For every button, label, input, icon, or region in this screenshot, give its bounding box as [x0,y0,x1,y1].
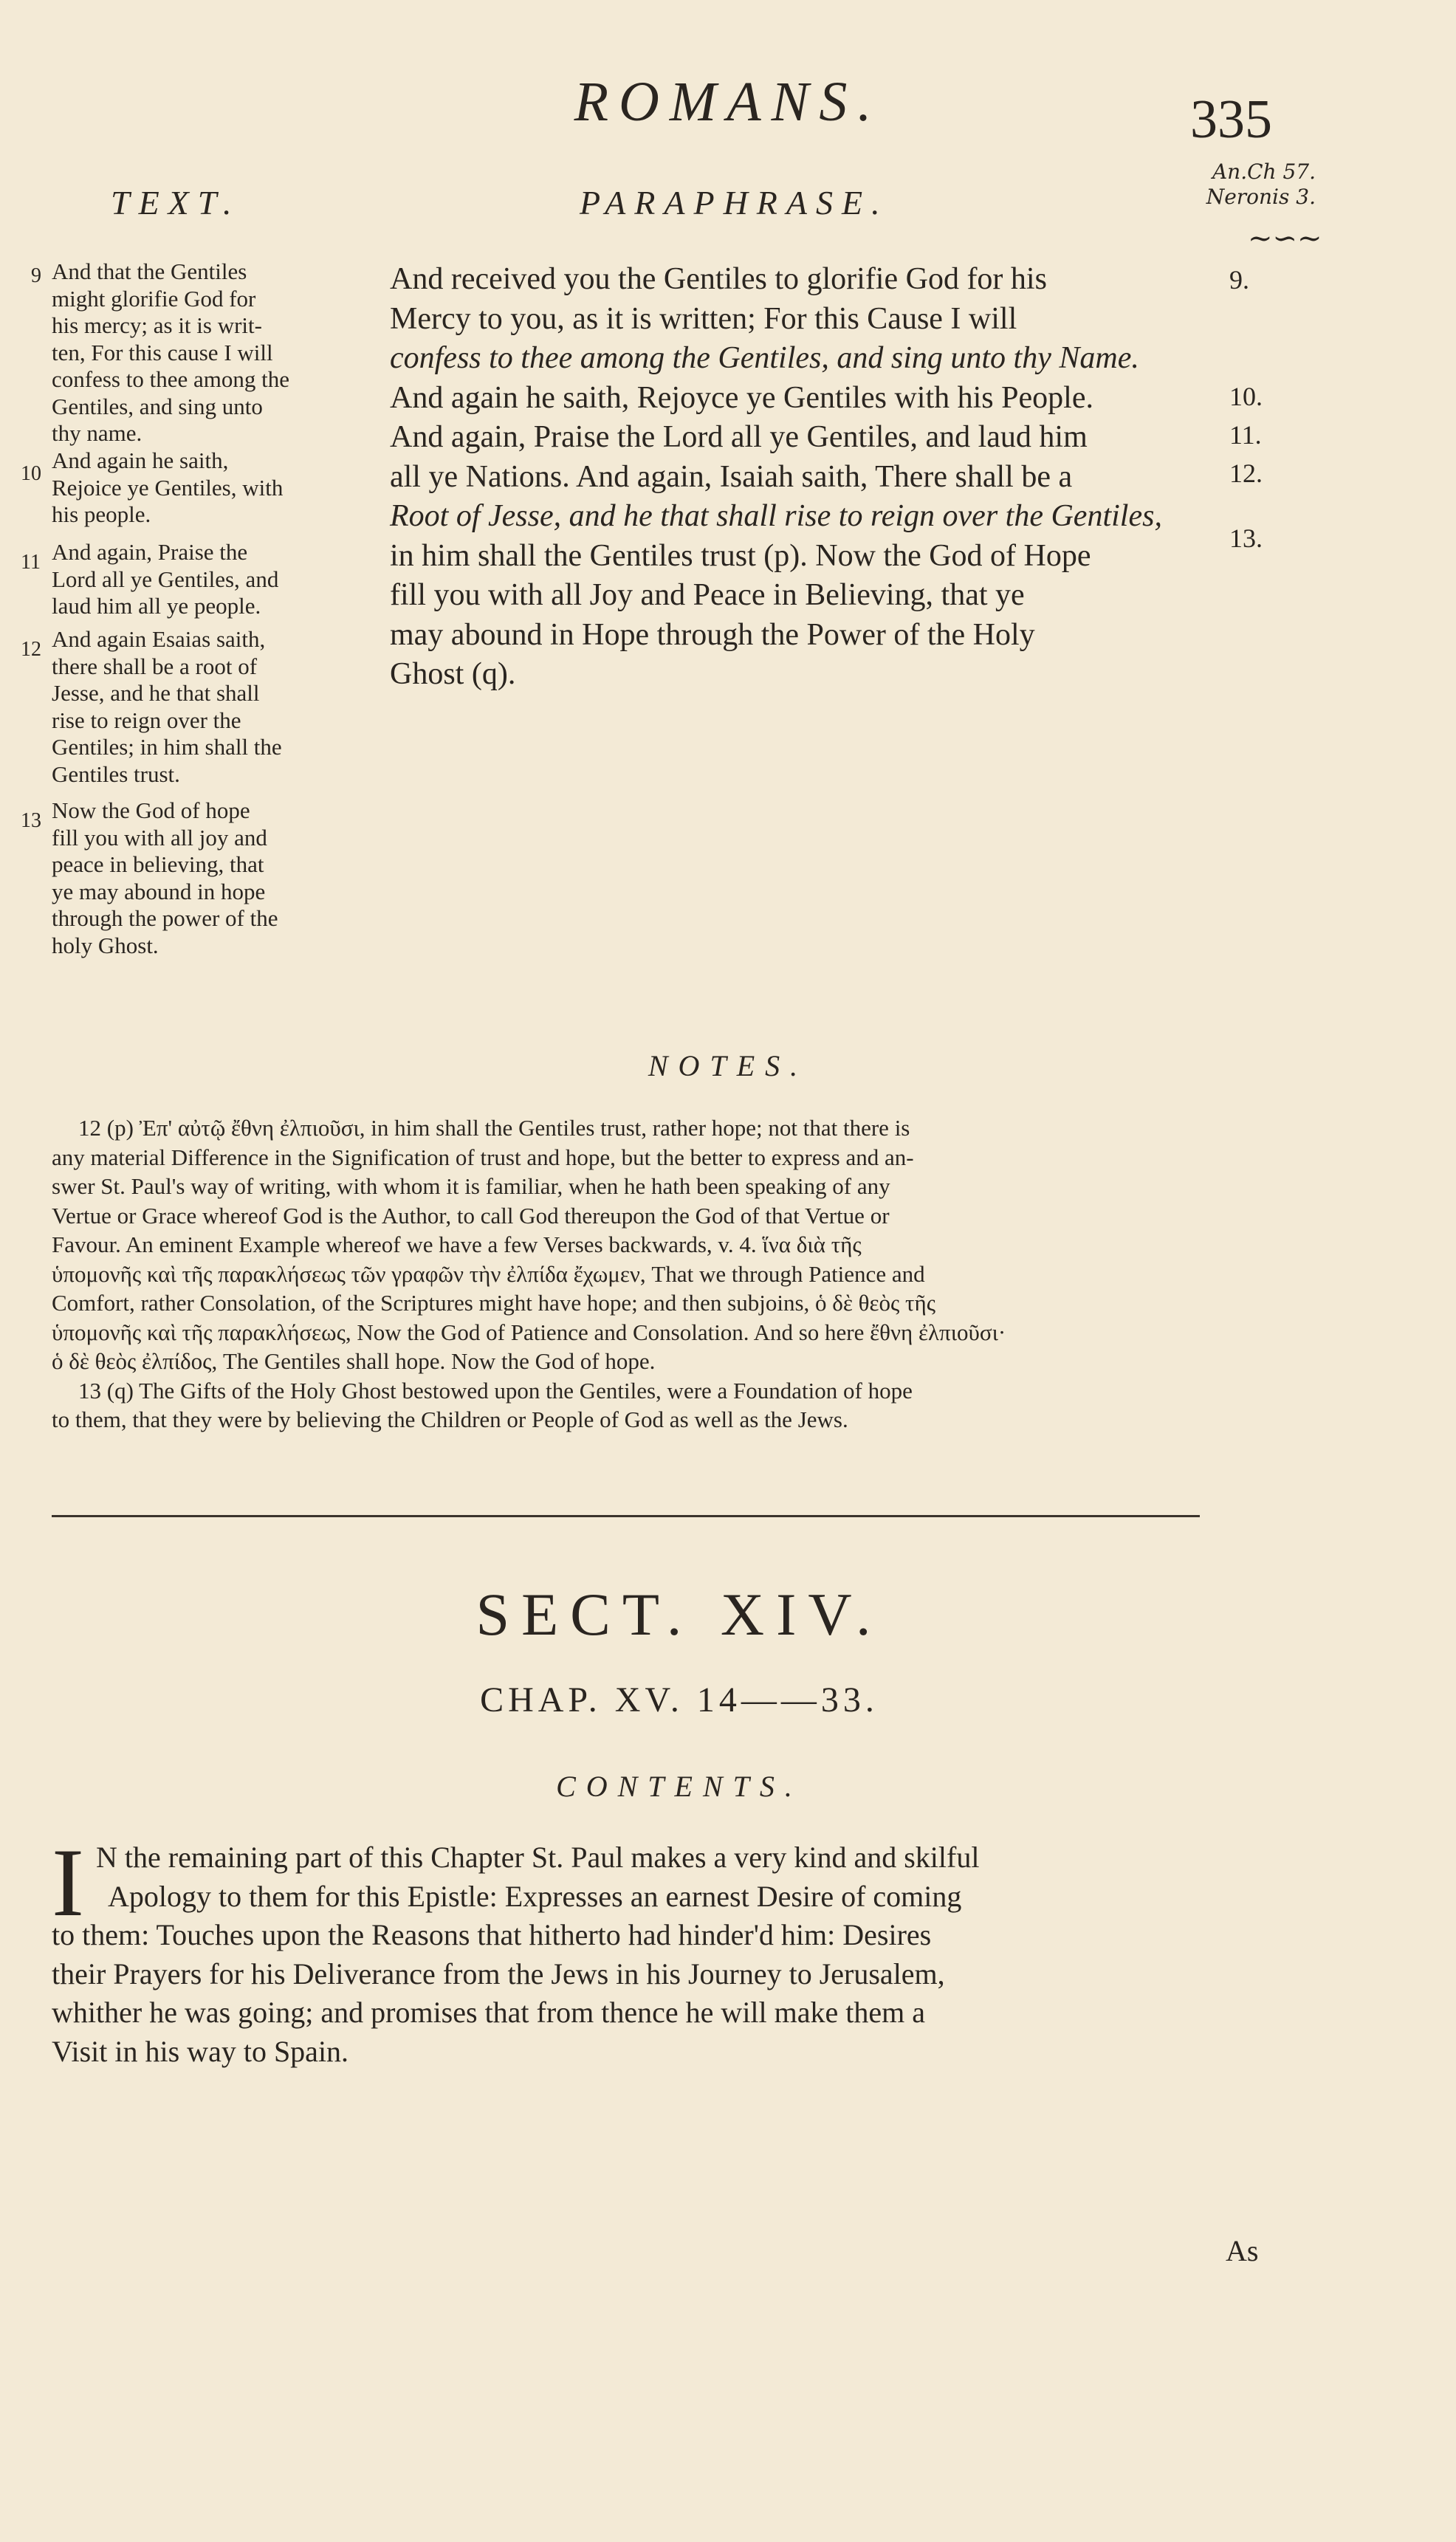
verse-line: Lord all ye Gentiles, and [52,566,279,592]
verse-line: And again, Praise the [52,539,248,565]
paraphrase-verse-number: 11. [1229,420,1262,450]
verse-line: thy name. [52,420,142,446]
page-number: 335 [1190,89,1272,150]
paraphrase-line: And again he saith, Rejoyce ye Gentiles with his People. [390,380,1093,415]
contents-line: N the remaining part of this Chapter St. Paul makes a very kind and skilful [96,1841,980,1874]
text-verse-11 [21,539,377,626]
verse-number: 13 [21,809,41,832]
verse-line: his people. [52,501,151,527]
verse-line: might glorifie God for [52,285,256,312]
text-verse-12 [21,626,377,797]
verse-line: peace in believing, that [52,851,264,877]
notes-title: NOTES. [648,1049,808,1082]
verse-line: confess to thee among the [52,366,289,392]
text-column [21,258,377,959]
verse-line: And that the Gentiles [52,258,247,284]
verse-line: Now the God of hope [52,797,250,823]
paraphrase-line: Mercy to you, as it is written; For this Cause I will [390,301,1017,336]
paraphrase-verse-number: 10. [1229,382,1263,411]
text-verse-9 [31,258,377,447]
note-line: Comfort, rather Consolation, of the Scriptures might have hope; and then subjoins, ὁ δὲ θεὸς τῆς [52,1290,935,1316]
contents-line: whither he was going; and promises that from thence he will make them a [52,1996,926,2029]
contents-line: their Prayers for his Deliverance from the Jews in his Journey to Jerusalem, [52,1957,945,1990]
contents-title: CONTENTS. [556,1770,803,1803]
note-line: any material Difference in the Signification of trust and hope, but the better to express and an- [52,1144,914,1170]
verse-line: ten, For this cause I will [52,339,273,365]
notes-block [52,1113,1196,1435]
paraphrase-line: Ghost (q). [390,657,516,691]
text-verse-13 [21,797,377,959]
verse-line: Jesse, and he that shall [52,680,260,706]
verse-line: his mercy; as it is writ- [52,312,262,338]
verse-line: Rejoice ye Gentiles, with [52,474,284,501]
paraphrase-column-heading: PARAPHRASE. [580,184,889,221]
note-line: swer St. Paul's way of writing, with whom it is familiar, when he hath been speaking of any [52,1173,890,1199]
paraphrase-line: Root of Jesse, and he that shall rise to reign over the Gentiles, [390,499,1162,533]
contents-line: Visit in his way to Spain. [52,2034,349,2068]
paraphrase-line: And again, Praise the Lord all ye Gentiles, and laud him [390,420,1088,454]
note-line: Favour. An eminent Example whereof we have a few Verses backwards, v. 4. ἵνα διὰ τῆς [52,1232,862,1257]
running-title: ROMANS. [574,71,882,133]
text-verse-10 [21,447,377,539]
verse-line: Gentiles; in him shall the [52,734,282,760]
verse-number: 10 [21,462,41,485]
paraphrase-line: confess to thee among the Gentiles, and sing unto thy Name. [390,341,1139,375]
verse-line: ye may abound in hope [52,878,266,904]
ornament-flourish: ~∽~ [1248,221,1322,255]
verse-line: Gentiles, and sing unto [52,393,263,419]
verse-number: 12 [21,638,41,661]
chapter-range: CHAP. XV. 14——33. [480,1680,879,1720]
margin-date-line: An.Ch 57. [1212,159,1316,184]
verse-line: rise to reign over the [52,707,241,733]
note-line: to them, that they were by believing the Children or People of God as well as the Jews. [52,1406,848,1432]
paraphrase-column [390,260,1187,695]
drop-cap: I [52,1828,84,1937]
verse-line: fill you with all joy and [52,824,267,851]
paraphrase-line: may abound in Hope through the Power of the Holy [390,617,1035,652]
verse-line: And again Esaias saith, [52,626,266,652]
paraphrase-line: fill you with all Joy and Peace in Believing, that ye [390,578,1025,612]
paraphrase-verse-number: 9. [1229,265,1249,295]
margin-date-note [1190,159,1316,210]
contents-line: Apology to them for this Epistle: Expresses an earnest Desire of coming [108,1879,962,1913]
verse-line: And again he saith, [52,447,229,473]
catchword: As [1226,2234,1259,2267]
note-line: ὑπομονῆς καὶ τῆς παρακλήσεως τῶν γραφῶν τὴν ἐλπίδα ἔχωμεν, That we through Patience and [52,1260,925,1287]
note-line: ὑπομονῆς καὶ τῆς παρακλήσεως, Now the God of Patience and Consolation. And so here ἔθνη ἐλπιοῦσι· [52,1319,1006,1345]
contents-paragraph [52,1838,1203,2071]
paraphrase-line: all ye Nations. And again, Isaiah saith, There shall be a [390,459,1073,494]
note-line: 13 (q) The Gifts of the Holy Ghost bestowed upon the Gentiles, were a Foundation of hope [78,1377,913,1404]
verse-line: holy Ghost. [52,932,159,958]
paraphrase-line: And received you the Gentiles to glorifie God for his [390,262,1047,296]
section-title: SECT. XIV. [475,1581,883,1648]
note-line: 12 (p) Ἐπ' αὐτῷ ἔθνη ἐλπιοῦσι, in him shall the Gentiles trust, rather hope; not that there is [78,1115,910,1141]
paraphrase-verse-number: 13. [1229,523,1263,553]
paraphrase-verse-number: 12. [1229,458,1263,488]
margin-date-line: Neronis 3. [1206,185,1316,209]
contents-line: to them: Touches upon the Reasons that hitherto had hinder'd him: Desires [52,1918,932,1951]
verse-line: through the power of the [52,905,278,931]
verse-line: laud him all ye people. [52,593,261,619]
verse-number: 11 [21,551,41,574]
text-column-heading: TEXT. [111,184,241,221]
verse-number: 9 [31,264,41,287]
paraphrase-line: in him shall the Gentiles trust (p). Now the God of Hope [390,538,1091,573]
note-line: ὁ δὲ θεὸς ἐλπίδος, The Gentiles shall hope. Now the God of hope. [52,1348,656,1374]
section-divider-rule [52,1515,1200,1517]
note-line: Vertue or Grace whereof God is the Author, to call God thereupon the God of that Vertue or [52,1202,890,1229]
verse-line: there shall be a root of [52,653,258,679]
verse-line: Gentiles trust. [52,760,180,787]
